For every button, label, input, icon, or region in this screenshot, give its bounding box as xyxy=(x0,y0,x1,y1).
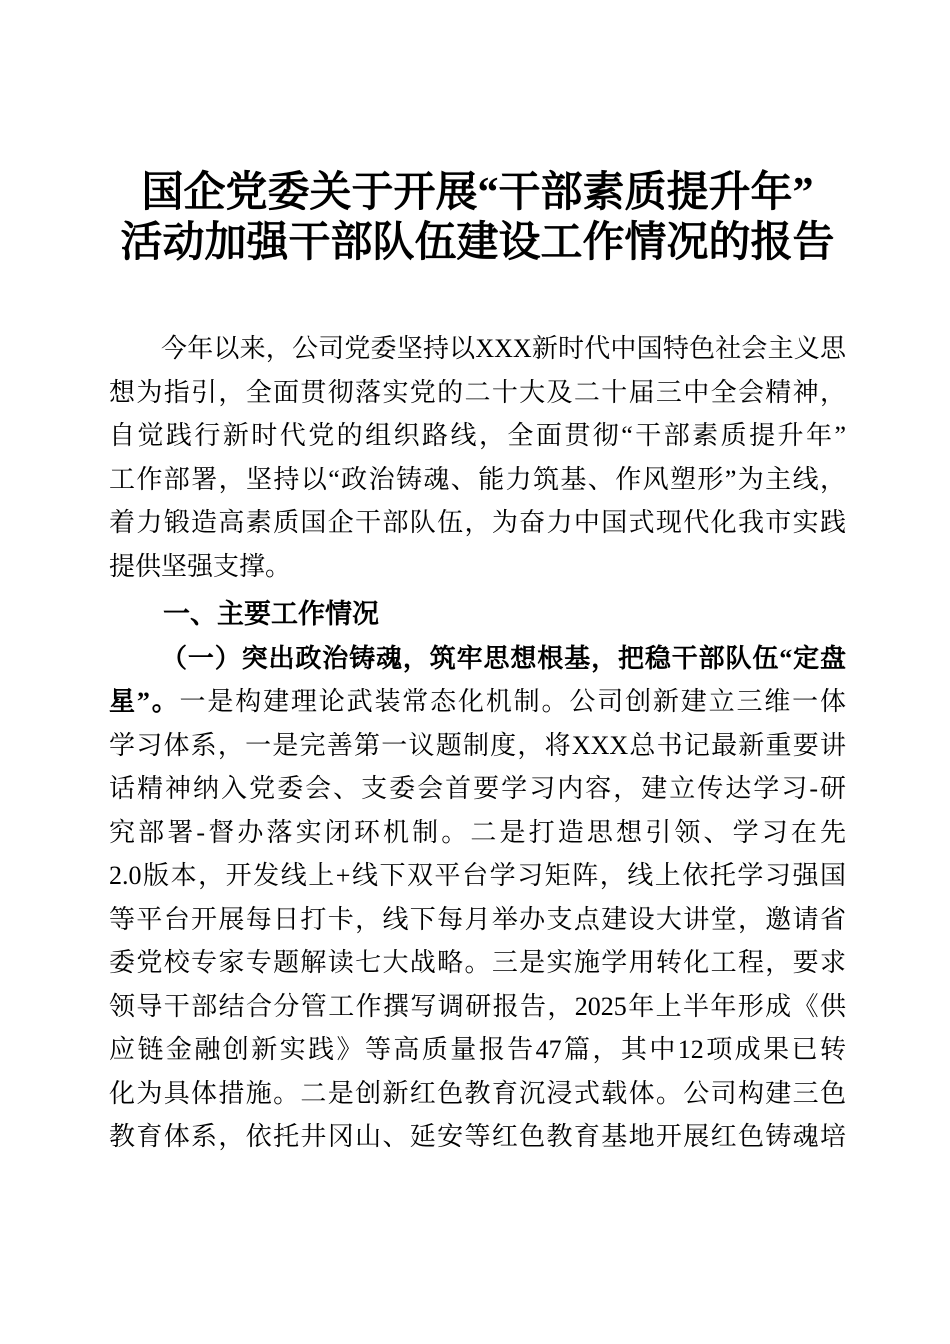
text-segment: 今年以来，公司党委坚持以XXX新时代中国特色社会主义思 xyxy=(161,334,846,363)
section-heading: 一、主要工作情况 xyxy=(163,599,379,629)
text-segment: 提供坚强支撑。 xyxy=(109,551,292,581)
document-content xyxy=(109,168,846,1159)
text-segment: 领导干部结合分管工作撰写调研报告，2025年上半年形成《供 xyxy=(109,991,846,1021)
text-line xyxy=(109,854,846,898)
paragraph xyxy=(109,637,846,1159)
text-line xyxy=(109,1028,846,1072)
text-line xyxy=(109,414,846,458)
text-segment: 委党校专家专题解读七大战略。三是实施学用转化工程，要求 xyxy=(109,948,846,977)
text-segment: 化为具体措施。二是创新红色教育沉浸式载体。公司构建三色 xyxy=(109,1078,846,1108)
emphasis-text-segment: （一）突出政治铸魂，筑牢思想根基，把稳干部队伍“定盘 xyxy=(161,643,846,673)
text-line xyxy=(109,898,846,942)
text-line xyxy=(109,811,846,855)
text-line xyxy=(109,637,846,681)
text-segment: 想为指引，全面贯彻落实党的二十大及二十届三中全会精神， xyxy=(109,377,846,407)
document-body xyxy=(109,327,846,1159)
text-segment: 自觉践行新时代党的组织路线，全面贯彻“干部素质提升年” xyxy=(109,421,846,450)
text-line xyxy=(109,985,846,1029)
text-segment: 究部署-督办落实闭环机制。二是打造思想引领、学习在先 xyxy=(109,817,846,847)
text-line xyxy=(109,1072,846,1116)
text-segment: 工作部署，坚持以“政治铸魂、能力筑基、作风塑形”为主线， xyxy=(109,464,846,494)
text-line xyxy=(109,680,846,724)
text-line xyxy=(109,327,846,371)
document-title xyxy=(109,168,846,268)
text-line xyxy=(109,371,846,415)
text-segment: 等平台开展每日打卡，线下每月举办支点建设大讲堂，邀请省 xyxy=(109,904,846,934)
text-line xyxy=(109,941,846,985)
text-segment: 应链金融创新实践》等高质量报告47篇，其中12项成果已转 xyxy=(109,1035,846,1064)
paragraph xyxy=(109,327,846,588)
emphasis-text-segment: 星”。 xyxy=(109,687,180,716)
text-segment: 一是构建理论武装常态化机制。公司创新建立三维一体 xyxy=(179,687,846,716)
document-title-line-2: 活动加强干部队伍建设工作情况的报告 xyxy=(120,220,835,266)
document-title-line-1: 国企党委关于开展“干部素质提升年” xyxy=(141,170,814,216)
text-segment: 2.0版本，开发线上+线下双平台学习矩阵，线上依托学习强国 xyxy=(109,861,846,890)
text-line xyxy=(109,545,846,589)
text-line xyxy=(109,767,846,811)
text-line xyxy=(109,724,846,768)
text-segment: 着力锻造高素质国企干部队伍，为奋力中国式现代化我市实践 xyxy=(109,508,846,537)
text-line xyxy=(109,1115,846,1159)
text-segment: 话精神纳入党委会、支委会首要学习内容，建立传达学习-研 xyxy=(109,774,846,803)
text-segment: 教育体系，依托井冈山、延安等红色教育基地开展红色铸魂培 xyxy=(109,1122,846,1151)
text-segment: 学习体系，一是完善第一议题制度，将XXX总书记最新重要讲 xyxy=(109,730,846,760)
text-line xyxy=(109,501,846,545)
text-line xyxy=(109,458,846,502)
